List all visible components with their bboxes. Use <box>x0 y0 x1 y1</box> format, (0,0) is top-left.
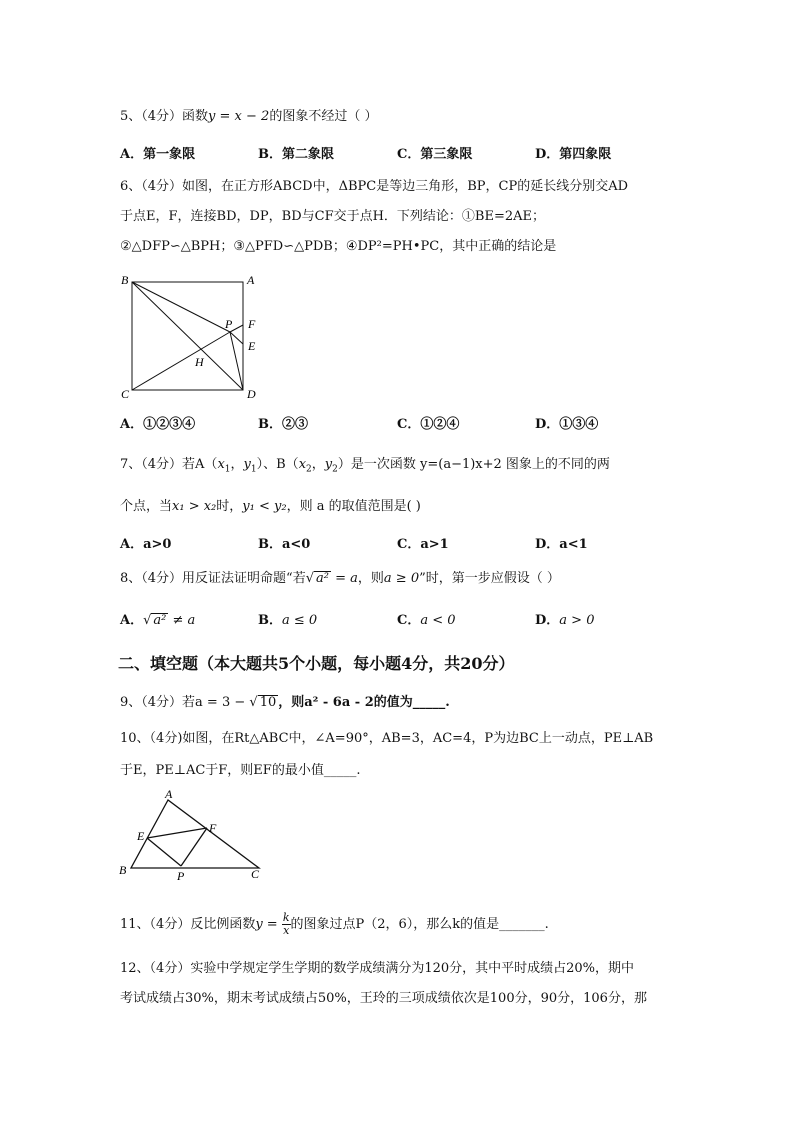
q7-option-a: A．a>0 <box>120 537 172 552</box>
q6-label-f: F <box>248 317 256 331</box>
q10-label-a: A <box>165 788 173 801</box>
section-2-heading: 二、填空题（本大题共5个小题，每小题4分，共20分） <box>118 654 515 673</box>
q6-label-b: B <box>121 273 129 287</box>
q6-stem-line2: 于点E，F，连接BD，DP，BD与CF交于点H．下列结论：①BE=2AE； <box>120 209 546 224</box>
q6-stem-line3: ②△DFP∽△BPH；③△PFD∽△PDB；④DP²=PH•PC，其中正确的结论是 <box>120 239 557 254</box>
q9-stem: 9、（4分）若a = 3 − √ 10 ，则a² - 6a - 2的值为_____. <box>120 695 450 710</box>
q10-label-f: F <box>209 821 217 835</box>
q6-option-d: D．①③④ <box>535 417 599 432</box>
q8-option-d: D．a > 0 <box>535 613 595 628</box>
q5-stem: 5、（4分）函数y = x − 2的图象不经过（ ） <box>120 109 378 124</box>
q5-option-c: C．第三象限 <box>397 147 473 162</box>
q7-stem-line2: 个点，当x₁ > x₂时，y₁ < y₂，则 a 的取值范围是( ) <box>120 499 421 514</box>
q10-label-p: P <box>177 869 185 883</box>
q6-label-c: C <box>121 387 130 401</box>
q8-option-a: A．√ a² ≠ a <box>120 613 196 628</box>
q10-label-e: E <box>137 829 145 843</box>
q8-option-b: B．a ≤ 0 <box>258 613 318 628</box>
q7-option-d: D．a<1 <box>535 537 588 552</box>
q12-stem-line1: 12、（4分）实验中学规定学生学期的数学成绩满分为120分，其中平时成绩占20%，期中 <box>120 961 635 976</box>
q6-stem-line1: 6、（4分）如图，在正方形ABCD中，ΔBPC是等边三角形，BP，CP的延长线分别交AD <box>120 179 629 194</box>
q5-option-b: B．第二象限 <box>258 147 334 162</box>
q6-square-figure <box>115 270 275 402</box>
q12-stem-line2: 考试成绩占30%，期末考试成绩占50%，王玲的三项成绩依次是100分，90分，106分，那 <box>120 991 647 1006</box>
q7-option-b: B．a<0 <box>258 537 311 552</box>
q6-label-p: P <box>225 317 233 331</box>
q5-function: y = x − 2 <box>208 109 270 124</box>
q6-label-a: A <box>247 273 255 287</box>
q10-triangle-figure <box>115 788 275 886</box>
q11-stem: 11、（4分）反比例函数y = $\frac{k}{x}$ 的图象过点P（2，6），那么k的值是_______. <box>120 911 549 937</box>
q5-option-d: D．第四象限 <box>535 147 612 162</box>
q6-option-a: A．①②③④ <box>120 417 196 432</box>
q10-label-b: B <box>119 863 127 877</box>
q5-option-a: A．第一象限 <box>120 147 196 162</box>
q6-label-e: E <box>248 339 256 353</box>
q8-stem: 8、（4分）用反证法证明命题“若√ a² = a，则a ≥ 0”时，第一步应假设（ ） <box>120 571 560 586</box>
q6-option-c: C．①②④ <box>397 417 460 432</box>
q10-stem-line1: 10、（4分)如图，在Rt△ABC中，∠A=90°，AB=3，AC=4，P为边BC上一动点，PE⊥AB <box>120 731 654 746</box>
q11-fraction: $\frac{k}{x}$ <box>282 911 290 937</box>
q6-option-b: B．②③ <box>258 417 308 432</box>
q6-label-h: H <box>195 355 204 369</box>
q10-label-c: C <box>251 867 260 881</box>
q10-stem-line2: 于E，PE⊥AC于F，则EF的最小值_____. <box>120 763 361 778</box>
q6-label-d: D <box>247 387 256 401</box>
q8-option-c: C．a < 0 <box>397 613 456 628</box>
q7-option-c: C．a>1 <box>397 537 449 552</box>
q7-stem-line1: 7、（4分）若$A(x_1$，$y_1$）、$B(x_2$，$y_2$）是一次函数 y=(a−1)x+2 图象上的不同的两 <box>120 457 610 475</box>
